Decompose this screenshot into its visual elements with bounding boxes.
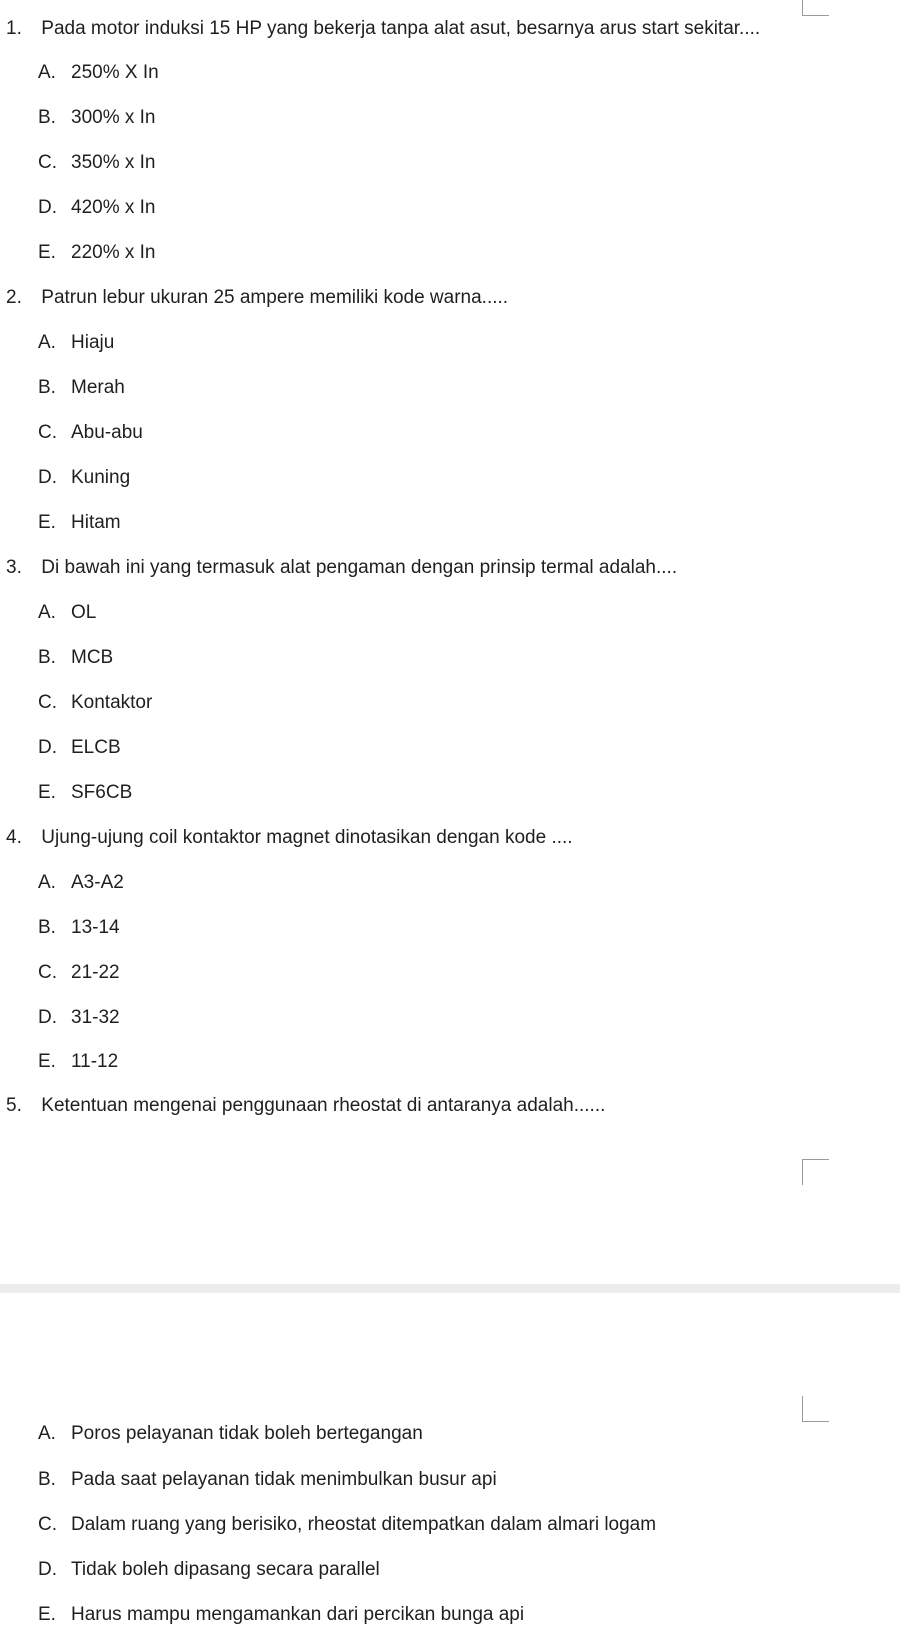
question-number: 4. (6, 827, 22, 848)
option-5c (38, 1513, 656, 1537)
question-number: 1. (6, 18, 22, 39)
question-text: Di bawah ini yang termasuk alat pengaman dengan prinsip termal adalah.... (41, 557, 678, 578)
question-number: 5. (6, 1095, 22, 1116)
option-text: Hiaju (71, 332, 115, 353)
option-text: SF6CB (71, 782, 133, 803)
option-text: Tidak boleh dipasang secara parallel (71, 1559, 380, 1580)
question-3 (0, 556, 677, 580)
question-4 (0, 826, 573, 850)
option-letter: E. (38, 1051, 56, 1072)
option-text: 350% x In (71, 152, 156, 173)
option-letter: C. (38, 962, 57, 983)
page-separator (0, 1284, 900, 1293)
question-number: 3. (6, 557, 22, 578)
option-text: 13-14 (71, 917, 120, 938)
question-text: Pada motor induksi 15 HP yang bekerja tanpa alat asut, besarnya arus start sekitar.... (41, 18, 761, 39)
option-1e (38, 241, 156, 265)
option-text: 420% x In (71, 197, 156, 218)
page-corner-mark-top (802, 0, 829, 16)
question-2 (0, 286, 508, 310)
question-1 (0, 17, 760, 41)
option-letter: C. (38, 692, 57, 713)
option-text: 220% x In (71, 242, 156, 263)
option-text: 21-22 (71, 962, 120, 983)
question-number: 2. (6, 287, 22, 308)
option-3c (38, 691, 152, 715)
option-text: 11-12 (71, 1051, 119, 1072)
option-letter: D. (38, 737, 57, 758)
option-3d (38, 736, 121, 760)
option-text: ELCB (71, 737, 121, 758)
option-letter: A. (38, 1423, 56, 1444)
option-letter: E. (38, 1604, 56, 1625)
option-letter: B. (38, 377, 56, 398)
option-letter: C. (38, 1514, 57, 1535)
option-letter: B. (38, 107, 56, 128)
option-2a (38, 331, 114, 355)
option-text: Abu-abu (71, 422, 143, 443)
question-text: Patrun lebur ukuran 25 ampere memiliki kode warna..... (41, 287, 509, 308)
option-letter: E. (38, 782, 56, 803)
option-5a (38, 1422, 423, 1446)
option-letter: A. (38, 62, 56, 83)
option-4a (38, 871, 124, 895)
option-text: 31-32 (71, 1007, 120, 1028)
option-2d (38, 466, 130, 490)
option-1a (38, 61, 159, 85)
option-4d (38, 1006, 120, 1030)
question-text: Ketentuan mengenai penggunaan rheostat di antaranya adalah...... (41, 1095, 606, 1116)
option-text: 250% X In (71, 62, 159, 83)
option-text: MCB (71, 647, 114, 668)
question-text: Ujung-ujung coil kontaktor magnet dinotasikan dengan kode .... (41, 827, 573, 848)
option-3b (38, 646, 113, 670)
option-letter: C. (38, 152, 57, 173)
option-letter: D. (38, 1007, 57, 1028)
option-text: Kontaktor (71, 692, 153, 713)
option-3e (38, 781, 132, 805)
option-letter: B. (38, 917, 56, 938)
option-text: Kuning (71, 467, 131, 488)
option-text: Pada saat pelayanan tidak menimbulkan busur api (71, 1469, 497, 1490)
option-letter: D. (38, 197, 57, 218)
option-text: Hitam (71, 512, 121, 533)
option-text: 300% x In (71, 107, 156, 128)
option-1d (38, 196, 156, 220)
option-text: Merah (71, 377, 125, 398)
option-5d (38, 1558, 380, 1582)
option-1c (38, 151, 156, 175)
option-letter: B. (38, 1469, 56, 1490)
option-letter: E. (38, 512, 56, 533)
option-3a (38, 601, 96, 625)
option-2c (38, 421, 143, 445)
option-text: Poros pelayanan tidak boleh bertegangan (71, 1423, 423, 1444)
option-letter: D. (38, 467, 57, 488)
page-corner-mark-bottom-of-page-1 (802, 1159, 829, 1185)
page-corner-mark-top-of-page-2 (802, 1396, 829, 1422)
option-text: OL (71, 602, 97, 623)
option-5e (38, 1603, 524, 1627)
question-5 (0, 1094, 605, 1118)
option-4b (38, 916, 120, 940)
option-letter: A. (38, 332, 56, 353)
option-letter: E. (38, 242, 56, 263)
option-letter: A. (38, 872, 56, 893)
option-5b (38, 1468, 497, 1492)
option-2b (38, 376, 125, 400)
option-letter: A. (38, 602, 56, 623)
option-2e (38, 511, 121, 535)
option-text: A3-A2 (71, 872, 124, 893)
option-letter: B. (38, 647, 56, 668)
option-4c (38, 961, 120, 985)
option-text: Harus mampu mengamankan dari percikan bunga api (71, 1604, 525, 1625)
option-letter: D. (38, 1559, 57, 1580)
option-4e (38, 1050, 118, 1074)
option-text: Dalam ruang yang berisiko, rheostat ditempatkan dalam almari logam (71, 1514, 657, 1535)
option-1b (38, 106, 156, 130)
option-letter: C. (38, 422, 57, 443)
